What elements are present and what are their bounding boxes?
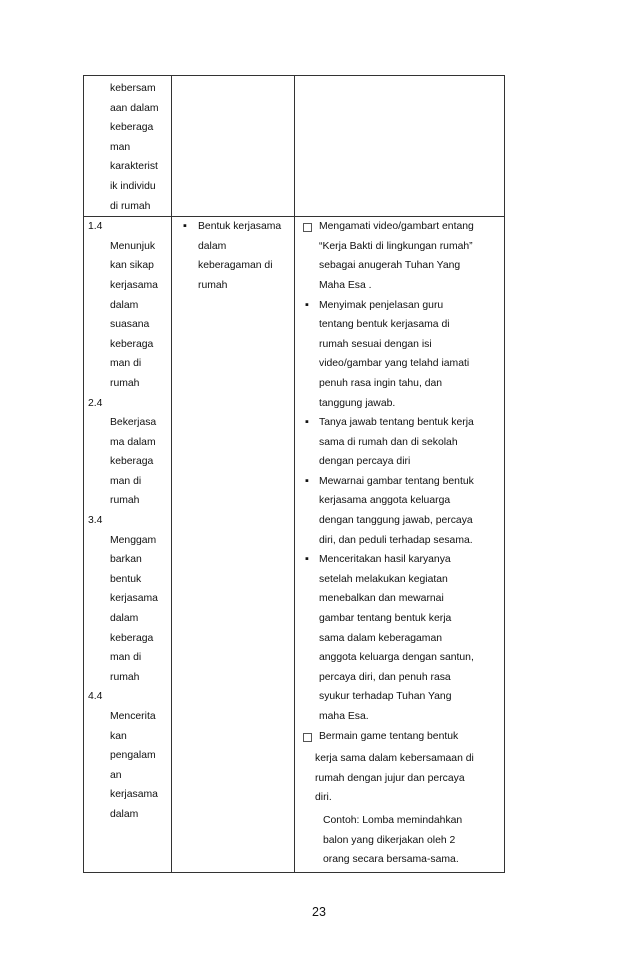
text-line: keberaga xyxy=(110,338,154,350)
text-line: balon yang dikerjakan oleh 2 xyxy=(323,834,456,846)
text-line: tanggung jawab. xyxy=(319,397,396,409)
text-line: “Kerja Bakti di lingkungan rumah” xyxy=(319,240,473,252)
text-line: dalam xyxy=(198,240,227,252)
text-line: diri, dan peduli terhadap sesama. xyxy=(319,534,473,546)
text-line: bentuk xyxy=(110,573,142,585)
text-line: man di xyxy=(110,358,142,370)
text-line: aan dalam xyxy=(110,102,159,114)
lesson-table xyxy=(83,75,505,873)
text-line: maha Esa. xyxy=(319,711,369,722)
text-line: ma dalam xyxy=(110,436,156,448)
text-line: tentang bentuk kerjasama di xyxy=(319,319,450,331)
text-line: kan xyxy=(110,730,127,742)
text-line: Menyimak penjelasan guru xyxy=(319,299,444,311)
text-line: gambar tentang bentuk kerja xyxy=(319,613,452,625)
text-line: Menggam xyxy=(110,534,157,546)
text-line: anggota keluarga dengan santun, xyxy=(319,652,474,664)
text-line: penuh rasa ingin tahu, dan xyxy=(319,377,443,389)
text-line: ik individu xyxy=(110,180,156,192)
text-line: sebagai anugerah Tuhan Yang xyxy=(319,260,461,272)
text-line: di rumah xyxy=(110,200,151,212)
text-line: Bentuk kerjasama xyxy=(198,221,282,233)
text-line: barkan xyxy=(110,554,142,566)
text-line: Bermain game tentang bentuk xyxy=(319,730,459,742)
text-line: kebersam xyxy=(110,83,156,94)
empty-cell xyxy=(295,76,505,217)
page-number: 23 xyxy=(312,905,326,919)
text-line: diri. xyxy=(315,792,332,804)
materi-cell xyxy=(172,217,295,873)
kd-number: 3.4 xyxy=(88,515,103,527)
checkbox-icon xyxy=(295,217,319,295)
text-line: kerjasama xyxy=(110,279,158,291)
text-line: rumah xyxy=(110,671,140,683)
text-line: dalam xyxy=(110,613,139,625)
bullet-icon: ▪ xyxy=(305,416,309,429)
text-line: dengan tanggung jawab, percaya xyxy=(319,515,473,527)
bullet-icon: ▪ xyxy=(305,474,309,487)
empty-cell xyxy=(172,76,295,217)
text-line: percaya diri, dan penuh rasa xyxy=(319,671,451,683)
text-line: menebalkan dan mewarnai xyxy=(319,593,444,605)
list-item xyxy=(295,472,504,550)
text-line: Mewarnai gambar tentang bentuk xyxy=(319,475,474,487)
bullet-icon: ▪ xyxy=(305,298,309,311)
list-item xyxy=(172,217,294,295)
text-line: man xyxy=(110,141,131,153)
text-line: suasana xyxy=(110,319,150,331)
text-line: keberagaman di xyxy=(198,260,273,272)
text-line: man di xyxy=(110,652,142,664)
text-line: keberaga xyxy=(110,122,154,134)
text-line: kerjasama xyxy=(110,593,158,605)
text-line: dalam xyxy=(110,808,139,820)
text-line: dalam xyxy=(110,299,139,311)
text-line: pengalam xyxy=(110,750,156,762)
text-line: Maha Esa . xyxy=(319,279,372,291)
text-line: Mengamati video/gambart entang xyxy=(319,221,474,233)
text-line: rumah xyxy=(110,377,140,389)
text-line: kerjasama anggota keluarga xyxy=(319,495,451,507)
text-line: karakterist xyxy=(110,161,158,173)
text-line: setelah melakukan kegiatan xyxy=(319,573,448,585)
text-line: dengan percaya diri xyxy=(319,456,411,468)
text-line: rumah dengan jujur dan percaya xyxy=(315,772,465,784)
text-line: video/gambar yang telahd iamati xyxy=(319,358,470,370)
text-line: syukur terhadap Tuhan Yang xyxy=(319,691,452,703)
text-line: kerjasama xyxy=(110,789,158,801)
text-line: Tanya jawab tentang bentuk kerja xyxy=(319,417,474,429)
continuation-row xyxy=(84,76,505,217)
kd-number: 2.4 xyxy=(88,397,103,409)
list-item xyxy=(295,413,504,472)
text-line: man di xyxy=(110,475,142,487)
kd-number: 1.4 xyxy=(88,221,103,233)
checkbox-icon xyxy=(295,727,319,750)
list-item xyxy=(295,296,504,414)
text-line: sama dalam keberagaman xyxy=(319,632,443,644)
text-line: Bekerjasa xyxy=(110,417,157,429)
text-line: kerja sama dalam kebersamaan di xyxy=(315,753,474,765)
text-line: orang secara bersama-sama. xyxy=(323,854,459,866)
list-item xyxy=(295,217,504,295)
continuation-cell xyxy=(84,76,172,217)
text-line: an xyxy=(110,769,122,781)
text-line: keberaga xyxy=(110,456,154,468)
bullet-icon: ▪ xyxy=(305,553,309,566)
text-line: keberaga xyxy=(110,632,154,644)
main-row xyxy=(84,217,505,873)
list-item xyxy=(295,550,504,726)
kd-number: 4.4 xyxy=(88,691,103,703)
kompetensi-dasar-cell xyxy=(84,217,172,873)
example-note xyxy=(295,811,504,872)
bullet-icon: ▪ xyxy=(183,220,187,233)
list-item xyxy=(295,727,504,750)
text-line: Menceritakan hasil karyanya xyxy=(319,554,451,566)
text-line: rumah sesuai dengan isi xyxy=(319,338,432,350)
text-line: kan sikap xyxy=(110,260,154,272)
text-line: Mencerita xyxy=(110,711,156,722)
text-line: Contoh: Lomba memindahkan xyxy=(323,814,463,826)
text-line: Menunjuk xyxy=(110,240,156,252)
text-line: rumah xyxy=(198,279,228,291)
text-line: rumah xyxy=(110,495,140,507)
kegiatan-cell xyxy=(295,217,505,873)
text-line: sama di rumah dan di sekolah xyxy=(319,436,458,448)
